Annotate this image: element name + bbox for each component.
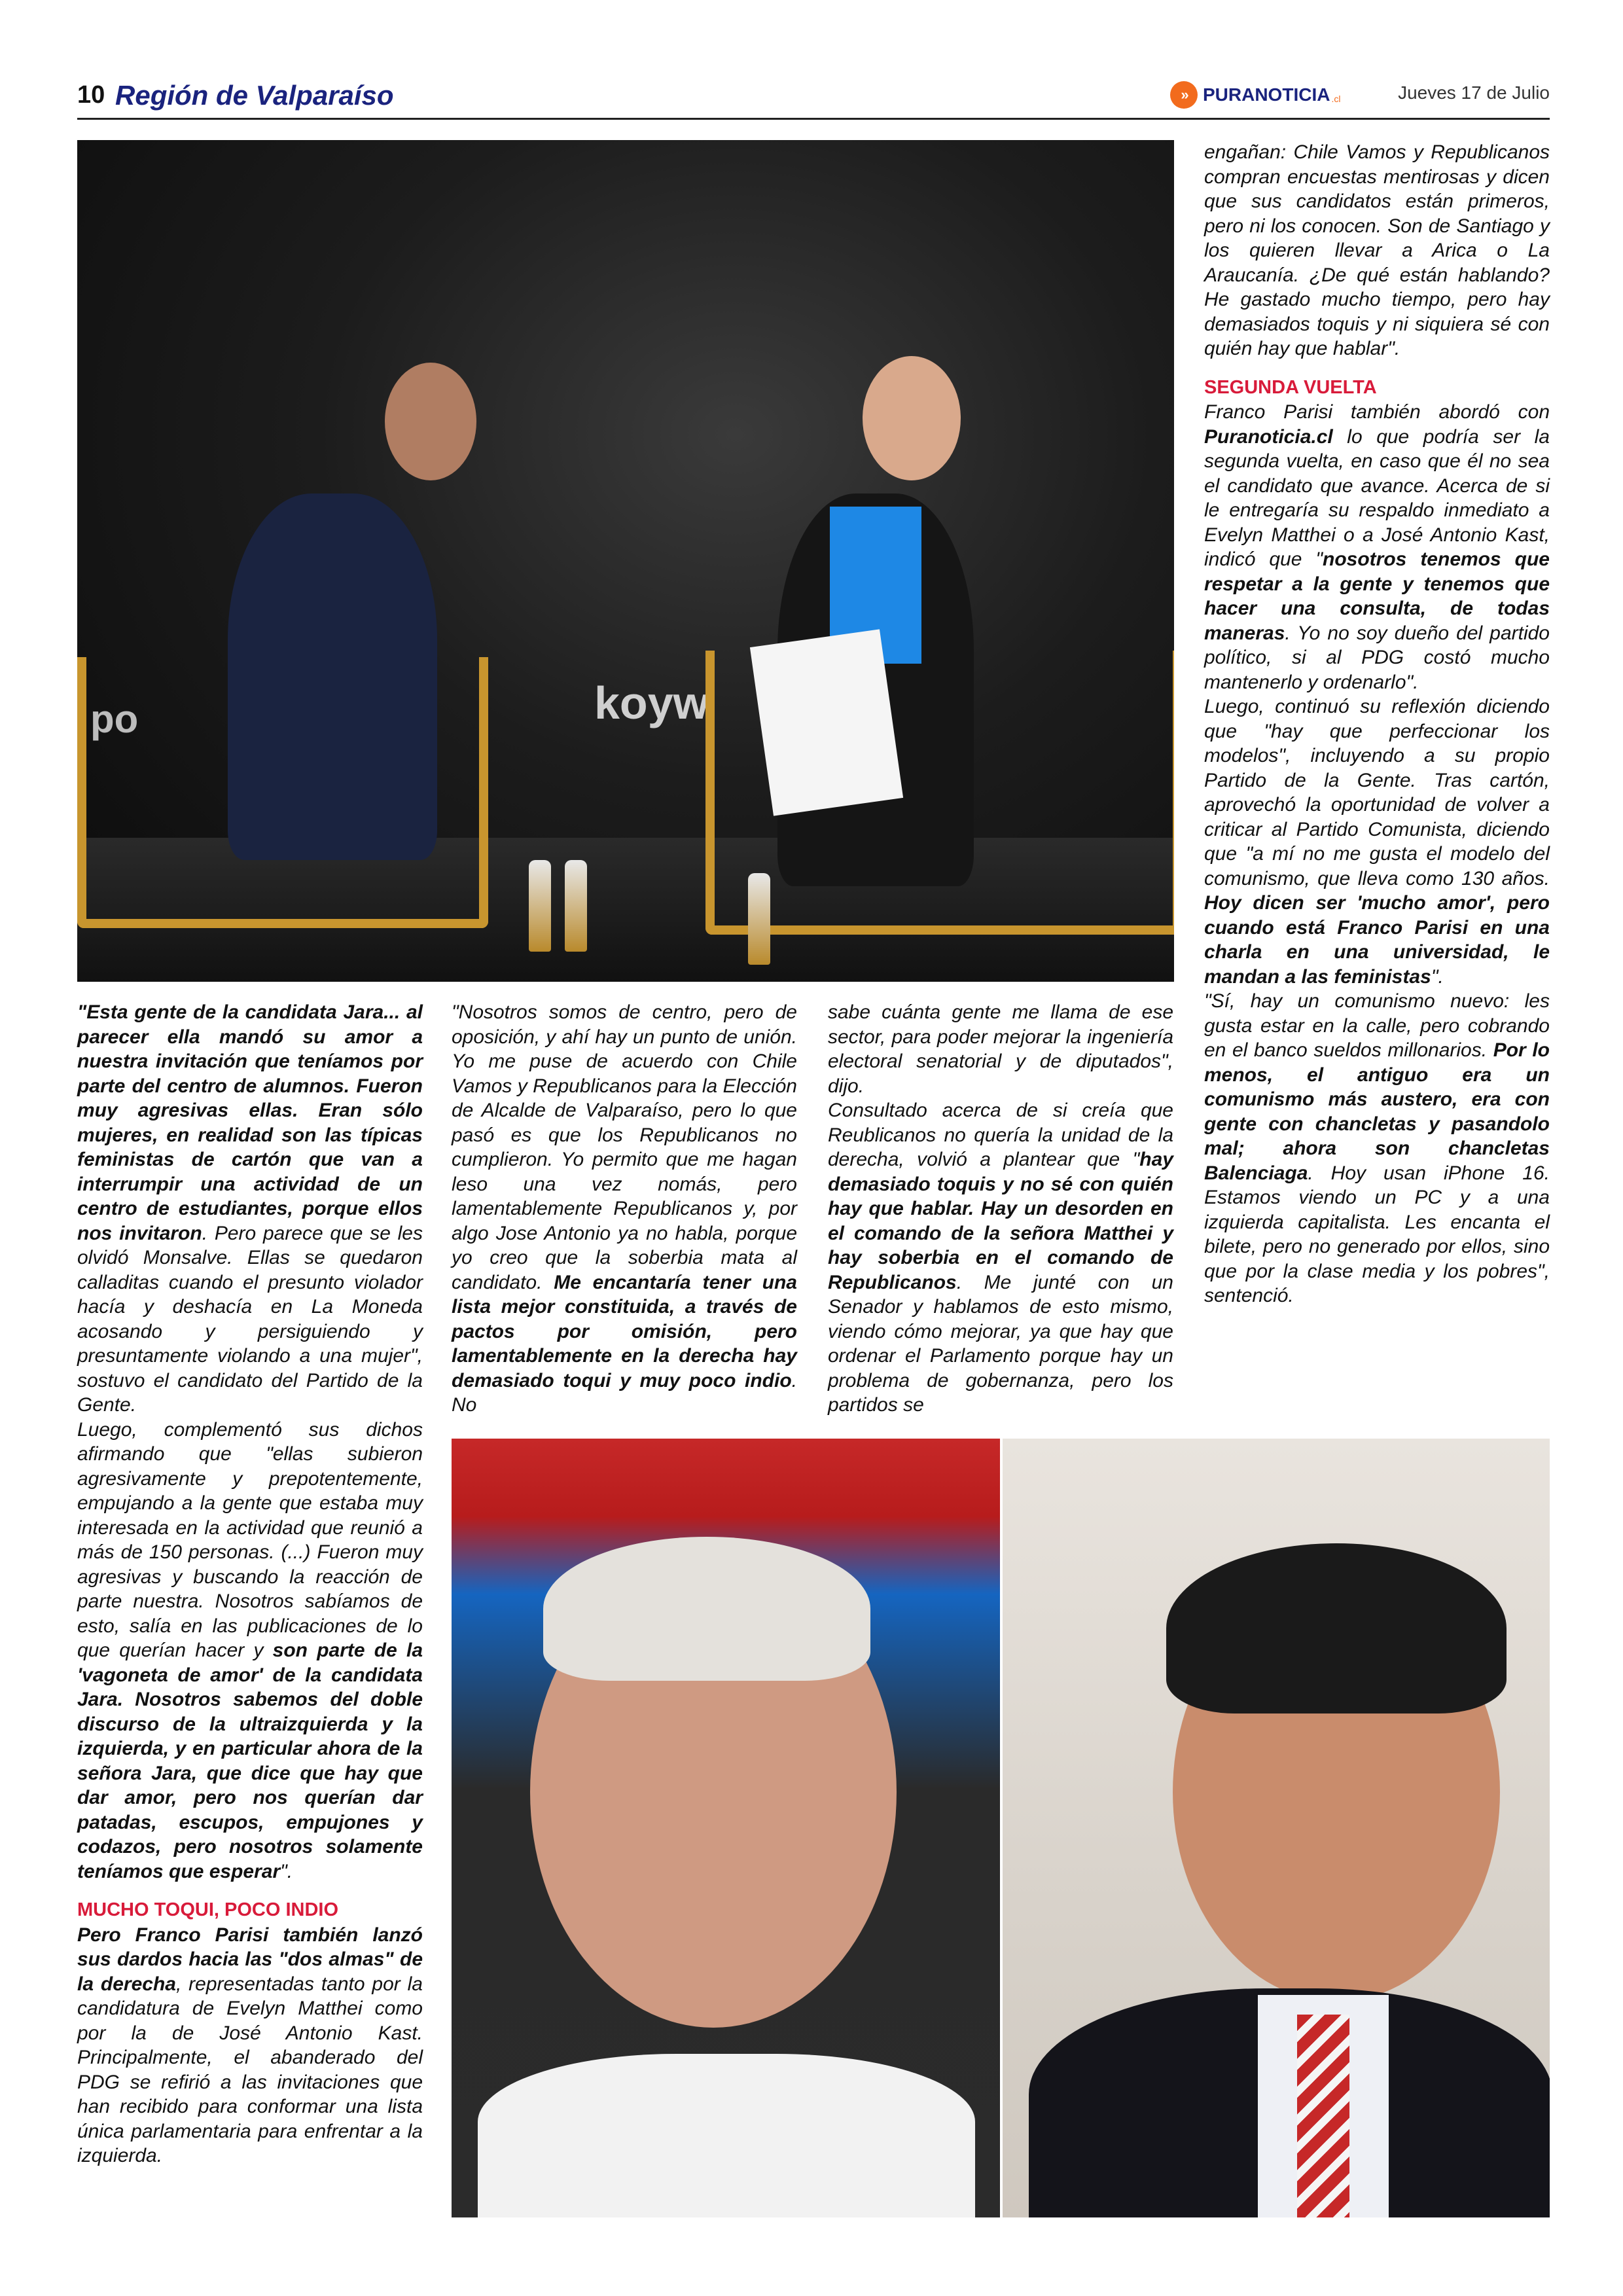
logo-chevron-icon: » [1170,81,1198,109]
page-header [77,77,1550,120]
water-bottle [748,873,770,965]
quote-lista: Me encantaría tener una lista mejor constituida, a través de pactos por omisión, pero lamentablemente en la derecha hay demasiado toqui y muy poco indio [452,1271,797,1391]
man-head [385,363,476,480]
quote-jara: "Esta gente de la candidata Jara... al parecer ella mandó su amor a nuestra invitación que teníamos por parte del centro de alumnos. Fueron muy agresivas ellas. Eran sólo mujeres, en realidad son las típicas feministas de cartón que van a interrumpir una actividad de un centro de estudiantes, porque ellos nos invitaron [77,1001,423,1244]
text: Franco Parisi también abordó con [1204,401,1550,423]
issue-date: Jueves 17 de Julio [1398,82,1550,103]
text: Luego, continuó su reflexión diciendo que "hay que perfeccionar los modelos", incluyendo a su propio Partido de la Gente. Tras cartón, aprovechó la oportunidad de volver a criticar al Partido Comunista, diciendo que "a mí no me gusta el modelo del comunismo, que lleva como 130 años. [1204,696,1550,889]
text: . Me junté con un Senador y hablamos de esto mismo, viendo cómo mejorar, ya que hay que ordenar el Parlamento porque hay un problema de gobernanza, pero los partidos se [828,1271,1173,1416]
section-title: Región de Valparaíso [115,80,394,111]
quote-balenciaga: Por lo menos, el antiguo era un comunismo más austero, era con gente con chancletas y pasandolo mal; ahora son chancletas Balenciaga [1204,1039,1550,1184]
text: Luego, complementó sus dichos afirmando que "ellas subieron agresivamente y prepotentemente, empujando a la gente que estaba muy interesada en la actividad que reunió a más de 150 personas. (...) Fueron muy agresivas y buscando la reacción de parte nuestra. Nosotros sabíamos de esto, salía en las publicaciones de lo que querían hacer y [77,1418,423,1661]
forum-stage-photo [77,140,1174,982]
article-column-4 [1204,140,1550,1308]
text: engañan: Chile Vamos y Republicanos compran encuestas mentirosas y dicen que sus candidatos están primeros, pero ni los conocen. Son de Santiago y los quieren llevar a Arica o La Araucanía. ¿De qué están hablando? He gastado mucho tiempo, pero hay demasiados toquis y ni siquiera sé con quién hay que hablar". [1204,141,1550,359]
paper-sheet [750,629,903,816]
stage-sponsor-left: po [90,697,139,741]
text: "Nosotros somos de centro, pero de oposición, y ahí hay un punto de unión. Yo me puse de acuerdo con Chile Vamos y Republicanos para la Elección de Alcalde de Valparaíso, pero lo que pasó es que los Republicanos no cumplieron. Yo permito que me hagan leso una vez nomás, pero lamentablemente Republicanos y, por algo Jose Antonio ya no habla, porque yo creo que la soberbia mata al candidato. [452,1001,797,1293]
text: ". [1431,965,1444,988]
puranoticia-logo [1170,81,1340,109]
text: . Hoy usan iPhone 16. Estamos viendo un PC y a una izquierda capitalista. Les encanta el bilete, pero no generado por ellos, sino que por la clase media y los pobres", sentenció. [1204,1162,1550,1306]
lead-dos-almas: Pero Franco Parisi también lanzó sus dardos hacia las "dos almas" de la derecha [77,1924,423,1995]
stage-sponsor: koyw [594,677,709,728]
quote-mucho-amor: Hoy dicen ser 'mucho amor', pero cuando está Franco Parisi en una charla en una universidad, le mandan a las feministas [1204,892,1550,988]
kast-portrait-photo [452,1439,1000,2217]
text: . No [452,1369,797,1416]
text: , representadas tanto por la candidatura de Evelyn Matthei como por la de José Antonio Kast. Principalmente, el abanderado del PDG se refirió a las invitaciones que han recibido para conformar una lista única parlamentaria para enfrentar a la izquierda. [77,1973,423,2166]
parisi-tie [1297,2015,1349,2217]
page-number: 10 [77,81,105,109]
logo-text: PURANOTICIA [1203,84,1330,105]
text: sabe cuánta gente me llama de ese sector, para poder mejorar la ingeniería electoral senatorial y de diputados", dijo. [828,1001,1173,1097]
water-bottle [565,860,587,952]
text: . Pero parece que se les olvidó Monsalve. Ellas se quedaron calladitas cuando el presunto violador hacía y deshacía en La Moneda acosando y persiguiendo y presuntamente violando a una mujer", sostuvo el candidato del Partido de la Gente. [77,1222,423,1416]
text: Consultado acerca de si creía que Reublicanos no quería la unidad de la derecha, volvió a plantear que " [828,1100,1173,1170]
woman-head [863,356,961,480]
man-figure [228,493,437,860]
kast-hair [543,1537,870,1681]
parisi-hair [1166,1543,1507,1713]
article-column-2 [452,1000,797,1418]
subheading-segunda-vuelta: SEGUNDA VUELTA [1204,376,1377,398]
brand-mention: Puranoticia.cl [1204,425,1333,448]
kast-shirt [478,2054,975,2217]
article-column-3 [828,1000,1173,1418]
text: ". [280,1860,293,1882]
text: "Sí, hay un comunismo nuevo: les gusta estar en la calle, pero cobrando en el banco sueldos millonarios. [1204,990,1550,1061]
logo-suffix: .cl [1331,94,1341,104]
water-bottle [529,860,551,952]
quote-consulta: nosotros tenemos que respetar a la gente y tenemos que hacer una consulta, de todas maneras [1204,548,1550,644]
quote-vagoneta: son parte de la 'vagoneta de amor' de la candidata Jara. Nosotros sabemos del doble discurso de la ultraizquierda y la izquierda, y en particular ahora de la señora Jara, que dice que hay que dar amor, pero nos querían dar patadas, escupos, empujones y codazos, pero nosotros solamente teníamos que esperar [77,1640,423,1882]
quote-desorden: hay demasiado toquis y no sé con quién hay que hablar. Hay un desorden en el comando de la señora Matthei y hay soberbia en el comando de Republicanos [828,1149,1173,1293]
parisi-portrait-photo [1003,1439,1550,2217]
article-column-1 [77,1000,423,2168]
subheading-mucho-toqui: MUCHO TOQUI, POCO INDIO [77,1899,339,1920]
text: . Yo no soy dueño del partido político, si al PDG costó mucho mantenerlo y ordenarlo". [1204,622,1550,693]
text: lo que podría ser la segunda vuelta, en caso que él no sea el candidato que avance. Acerca de si le entregaría su respaldo inmediato a Evelyn Matthei o a José Antonio Kast, indicó que " [1204,425,1550,570]
